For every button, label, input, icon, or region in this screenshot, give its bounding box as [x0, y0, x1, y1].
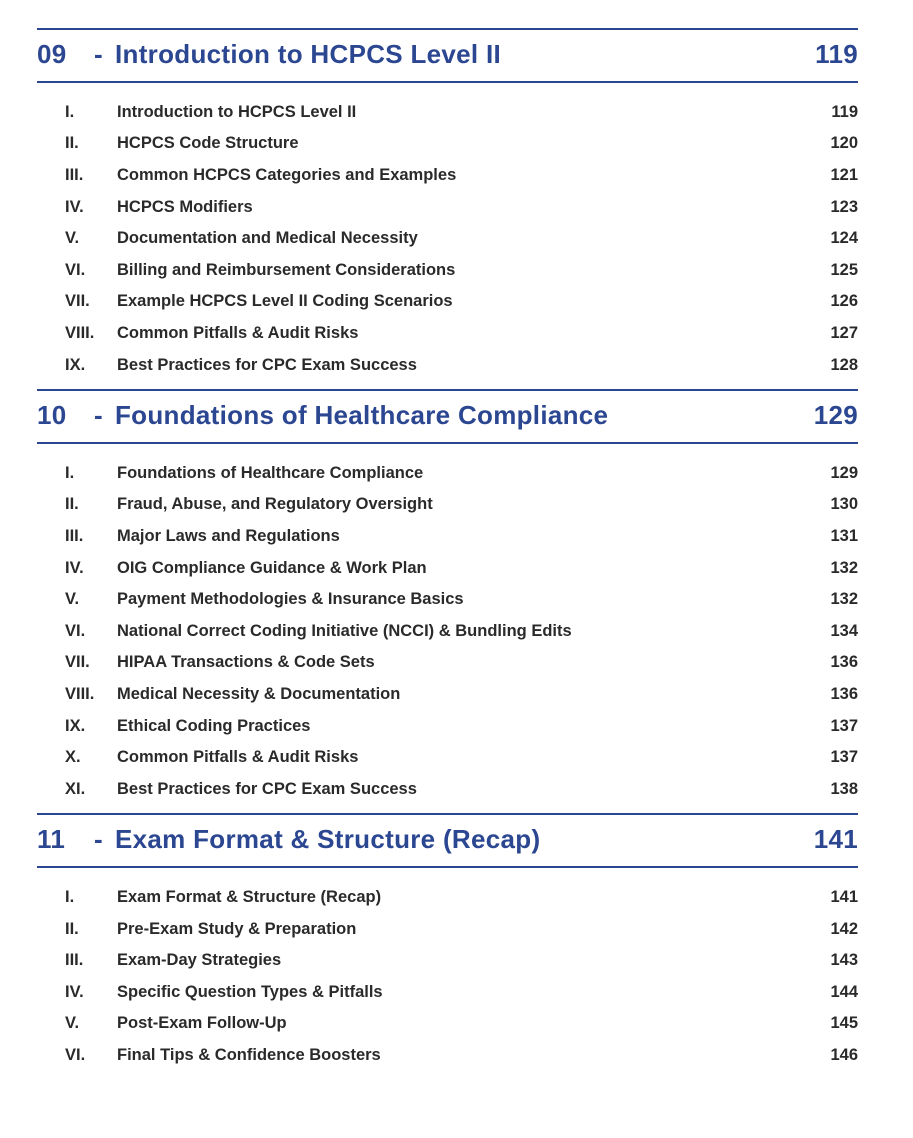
entry-page-number: 129	[830, 463, 858, 482]
entry-page-number: 137	[830, 748, 858, 767]
toc-entry[interactable]	[37, 773, 858, 805]
entry-page-number: 141	[830, 887, 858, 906]
entry-title: Final Tips & Confidence Boosters	[117, 1045, 381, 1064]
toc-entry[interactable]	[37, 97, 858, 129]
entry-page-number: 120	[830, 134, 858, 153]
entry-page-number: 124	[830, 229, 858, 248]
toc-entry[interactable]	[37, 1040, 858, 1072]
section-header	[37, 28, 858, 83]
toc-entry[interactable]	[37, 458, 858, 490]
entry-page-number: 136	[830, 684, 858, 703]
section-number: 11	[37, 824, 66, 855]
entry-numeral: I.	[65, 887, 75, 906]
entry-title: Common Pitfalls & Audit Risks	[117, 324, 359, 343]
toc-section	[37, 389, 858, 813]
toc-entry[interactable]	[37, 255, 858, 287]
entry-numeral: VII.	[65, 653, 90, 672]
entry-numeral: IV.	[65, 982, 84, 1001]
entry-page-number: 143	[830, 951, 858, 970]
toc-entry[interactable]	[37, 647, 858, 679]
toc-entry[interactable]	[37, 679, 858, 711]
entry-title: HCPCS Modifiers	[117, 197, 253, 216]
entry-title: Pre-Exam Study & Preparation	[117, 919, 357, 938]
entry-page-number: 127	[830, 324, 858, 343]
section-entry-list	[37, 868, 858, 1080]
section-entry-list	[37, 83, 858, 389]
entry-page-number: 134	[830, 621, 858, 640]
toc-entry[interactable]	[37, 616, 858, 648]
section-title: Introduction to HCPCS Level II	[115, 39, 502, 69]
toc-entry[interactable]	[37, 349, 858, 381]
toc-section	[37, 813, 858, 1079]
toc-sections	[37, 28, 858, 1079]
entry-page-number: 132	[830, 558, 858, 577]
entry-numeral: III.	[65, 166, 84, 185]
toc-section	[37, 28, 858, 389]
entry-title: Exam Format & Structure (Recap)	[117, 887, 382, 906]
entry-numeral: VIII.	[65, 684, 95, 703]
entry-title: HCPCS Code Structure	[117, 134, 299, 153]
toc-entry[interactable]	[37, 318, 858, 350]
toc-entry[interactable]	[37, 489, 858, 521]
entry-title: Medical Necessity & Documentation	[117, 684, 401, 703]
section-page-number: 119	[815, 39, 858, 69]
entry-page-number: 126	[830, 292, 858, 311]
section-separator-dash: -	[94, 39, 103, 69]
entry-page-number: 138	[830, 779, 858, 798]
entry-numeral: VI.	[65, 260, 86, 279]
toc-entry[interactable]	[37, 1008, 858, 1040]
entry-page-number: 130	[830, 495, 858, 514]
section-entry-list	[37, 444, 858, 814]
toc-entry[interactable]	[37, 552, 858, 584]
entry-title: Common HCPCS Categories and Examples	[117, 166, 457, 185]
entry-title: Fraud, Abuse, and Regulatory Oversight	[117, 495, 433, 514]
entry-title: Exam-Day Strategies	[117, 951, 282, 970]
entry-numeral: XI.	[65, 779, 86, 798]
toc-entry[interactable]	[37, 191, 858, 223]
entry-title: OIG Compliance Guidance & Work Plan	[117, 558, 427, 577]
entry-numeral: III.	[65, 951, 84, 970]
section-number: 10	[37, 399, 67, 430]
entry-numeral: VI.	[65, 621, 86, 640]
entry-page-number: 131	[830, 527, 858, 546]
toc-entry[interactable]	[37, 286, 858, 318]
entry-page-number: 121	[830, 166, 858, 185]
toc-entry[interactable]	[37, 223, 858, 255]
section-page-number: 129	[813, 399, 858, 430]
entry-page-number: 128	[830, 355, 858, 374]
entry-numeral: IX.	[65, 355, 86, 374]
entry-title: HIPAA Transactions & Code Sets	[117, 653, 375, 672]
entry-numeral: IV.	[65, 197, 84, 216]
entry-page-number: 146	[830, 1045, 858, 1064]
entry-page-number: 132	[830, 590, 858, 609]
section-header	[37, 389, 858, 444]
toc-entry[interactable]	[37, 521, 858, 553]
entry-numeral: IX.	[65, 716, 86, 735]
entry-numeral: I.	[65, 102, 75, 121]
toc-entry[interactable]	[37, 128, 858, 160]
toc-entry[interactable]	[37, 882, 858, 914]
toc-entry[interactable]	[37, 976, 858, 1008]
toc-entry[interactable]	[37, 710, 858, 742]
entry-numeral: VI.	[65, 1045, 86, 1064]
section-title: Foundations of Healthcare Compliance	[115, 399, 609, 430]
entry-page-number: 119	[831, 102, 858, 121]
entry-numeral: V.	[65, 590, 80, 609]
toc-entry[interactable]	[37, 742, 858, 774]
entry-page-number: 125	[830, 260, 858, 279]
section-page-number: 141	[813, 824, 858, 855]
entry-title: Post-Exam Follow-Up	[117, 1014, 287, 1033]
entry-numeral: X.	[65, 748, 81, 767]
section-separator-dash: -	[94, 824, 103, 855]
toc-entry[interactable]	[37, 945, 858, 977]
entry-page-number: 137	[830, 716, 858, 735]
entry-numeral: IV.	[65, 558, 84, 577]
entry-page-number: 136	[830, 653, 858, 672]
entry-numeral: II.	[65, 134, 79, 153]
section-number: 09	[37, 39, 67, 69]
toc-entry[interactable]	[37, 913, 858, 945]
entry-title: Common Pitfalls & Audit Risks	[117, 748, 359, 767]
entry-numeral: I.	[65, 463, 75, 482]
entry-page-number: 145	[830, 1014, 858, 1033]
entry-title: Example HCPCS Level II Coding Scenarios	[117, 292, 453, 311]
section-separator-dash: -	[94, 399, 103, 430]
entry-numeral: V.	[65, 1014, 80, 1033]
entry-title: Payment Methodologies & Insurance Basics	[117, 590, 464, 609]
entry-numeral: II.	[65, 495, 79, 514]
toc-entry[interactable]	[37, 160, 858, 192]
entry-title: Documentation and Medical Necessity	[117, 229, 418, 248]
entry-page-number: 142	[830, 919, 858, 938]
entry-title: Introduction to HCPCS Level II	[117, 102, 357, 121]
entry-title: Major Laws and Regulations	[117, 527, 340, 546]
entry-page-number: 144	[830, 982, 858, 1001]
entry-page-number: 123	[830, 197, 858, 216]
entry-title: Specific Question Types & Pitfalls	[117, 982, 383, 1001]
section-title: Exam Format & Structure (Recap)	[115, 824, 541, 855]
entry-title: Billing and Reimbursement Considerations	[117, 260, 456, 279]
entry-numeral: VIII.	[65, 324, 95, 343]
section-header	[37, 813, 858, 868]
entry-numeral: III.	[65, 527, 84, 546]
entry-title: Best Practices for CPC Exam Success	[117, 779, 417, 798]
entry-title: National Correct Coding Initiative (NCCI) & Bundling Edits	[117, 621, 572, 640]
toc-entry[interactable]	[37, 584, 858, 616]
entry-numeral: VII.	[65, 292, 90, 311]
entry-title: Foundations of Healthcare Compliance	[117, 463, 424, 482]
entry-numeral: V.	[65, 229, 80, 248]
entry-title: Best Practices for CPC Exam Success	[117, 355, 417, 374]
entry-title: Ethical Coding Practices	[117, 716, 311, 735]
entry-numeral: II.	[65, 919, 79, 938]
